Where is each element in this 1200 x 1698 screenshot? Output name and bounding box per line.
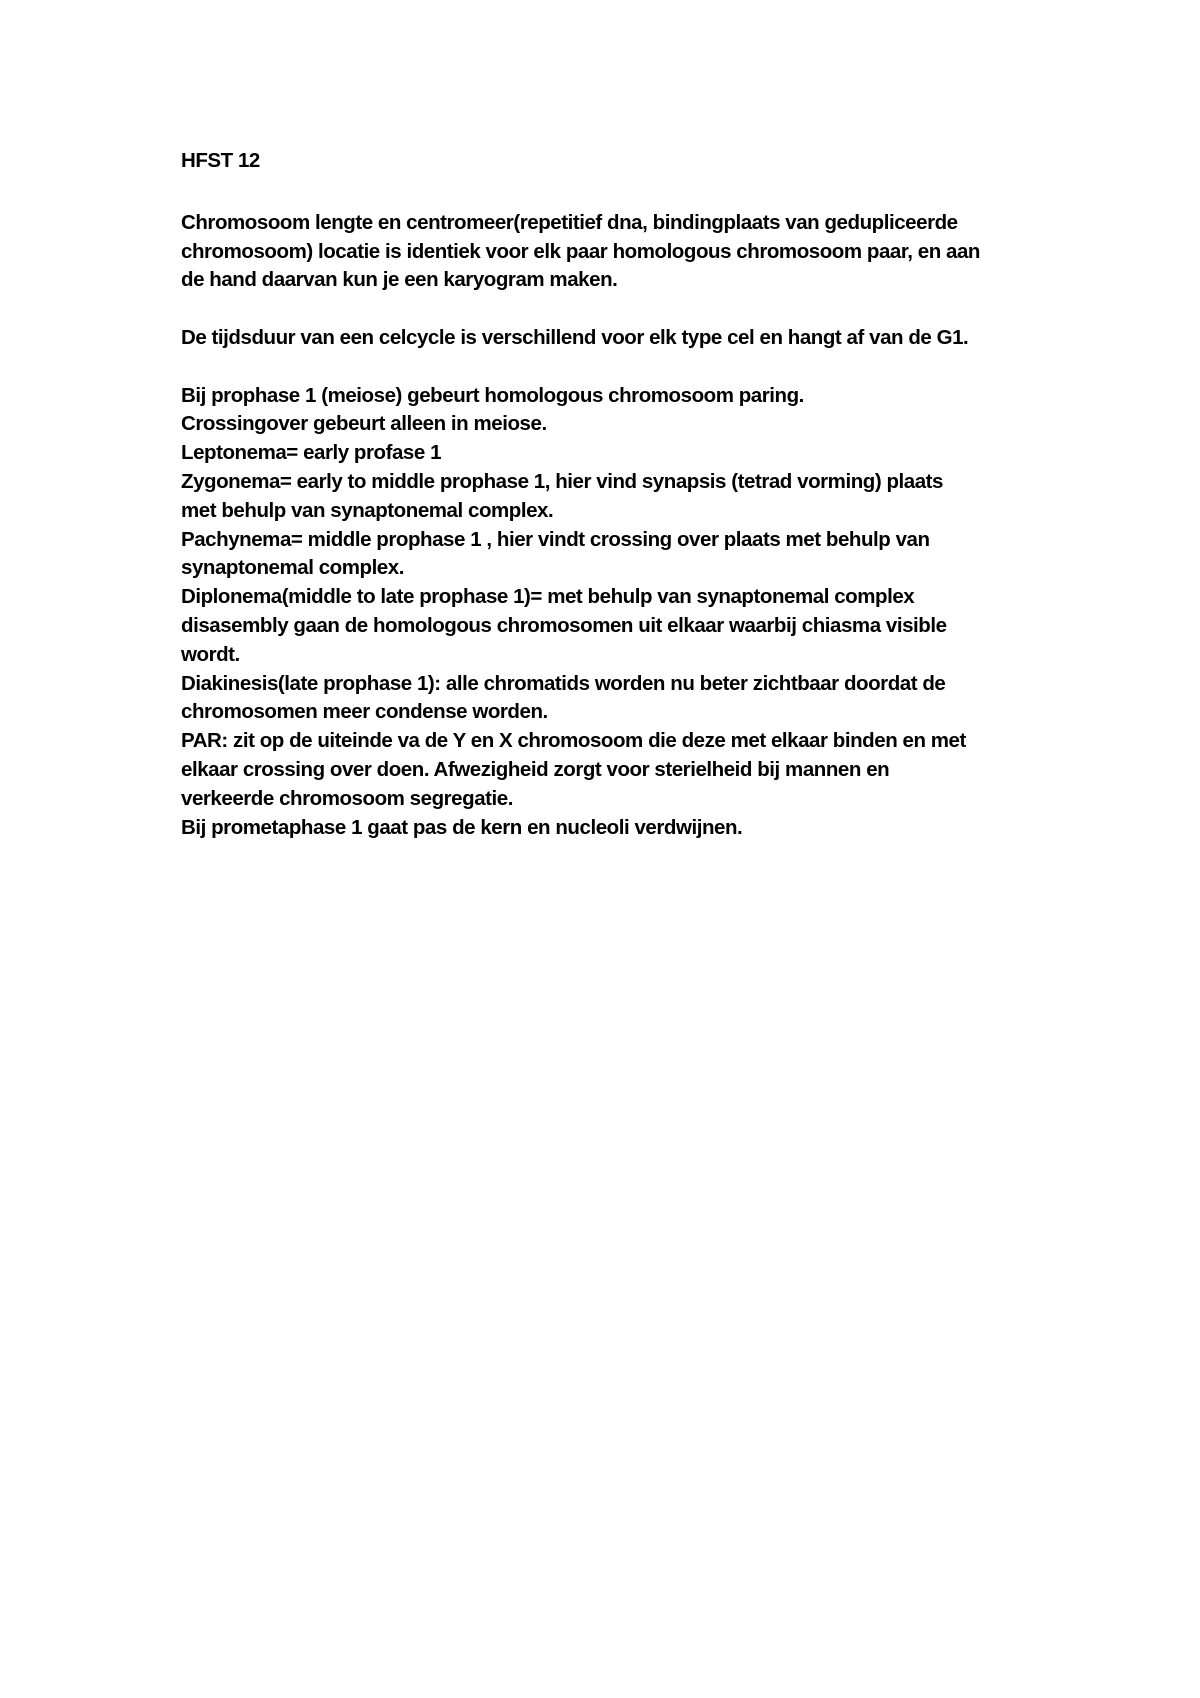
paragraph-cellcycle-duration [181,324,1061,353]
text-line: Bij prophase 1 (meiose) gebeurt homologous chromosoom paring. [181,383,804,407]
text-line: wordt. [181,642,240,666]
paragraph-prophase-stages [181,382,1061,843]
document-heading [181,147,1061,176]
text-line: Leptonema= early profase 1 [181,441,442,465]
text-line: Chromosoom lengte en centromeer(repetitief dna, bindingplaats van gedupliceerde [181,210,958,234]
text-line: Zygonema= early to middle prophase 1, hier vind synapsis (tetrad vorming) plaats [181,469,944,493]
text-line: elkaar crossing over doen. Afwezigheid zorgt voor sterielheid bij mannen en [181,757,890,781]
paragraph-chromosome-length [181,209,1061,295]
heading-line: HFST 12 [181,149,260,172]
text-line: PAR: zit op de uiteinde va de Y en X chromosoom die deze met elkaar binden en met [181,729,966,753]
text-line: Diplonema(middle to late prophase 1)= met behulp van synaptonemal complex [181,585,915,609]
text-line: Diakinesis(late prophase 1): alle chromatids worden nu beter zichtbaar doordat de [181,671,946,695]
text-line: disasembly gaan de homologous chromosomen uit elkaar waarbij chiasma visible [181,613,947,637]
text-line: verkeerde chromosoom segregatie. [181,786,513,810]
text-line: de hand daarvan kun je een karyogram maken. [181,268,618,292]
text-line: Bij prometaphase 1 gaat pas de kern en nucleoli verdwijnen. [181,815,743,839]
text-line: synaptonemal complex. [181,556,404,580]
text-line: met behulp van synaptonemal complex. [181,498,554,522]
text-line: De tijdsduur van een celcycle is verschillend voor elk type cel en hangt af van de G1. [181,325,969,349]
text-line: Crossingover gebeurt alleen in meiose. [181,412,547,436]
document-text-block [181,147,1061,842]
text-line: chromosoom) locatie is identiek voor elk paar homologous chromosoom paar, en aan [181,239,980,263]
text-line: Pachynema= middle prophase 1 , hier vindt crossing over plaats met behulp van [181,527,930,551]
text-line: chromosomen meer condense worden. [181,700,548,724]
